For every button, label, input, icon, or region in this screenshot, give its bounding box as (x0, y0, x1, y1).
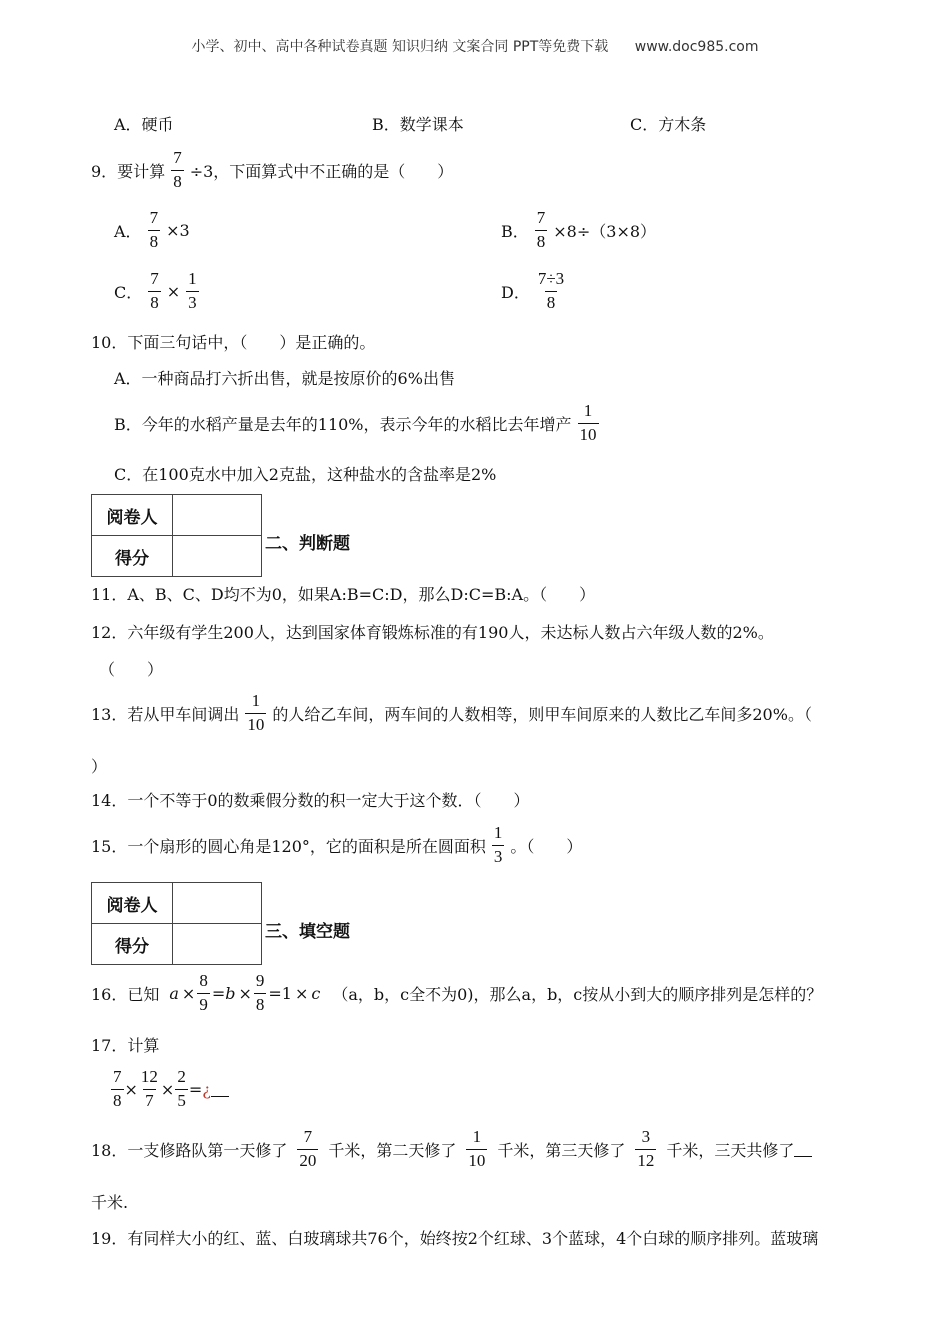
header-text: 小学、初中、高中各种试卷真题 知识归纳 文案合同 PPT等免费下载 (191, 39, 609, 55)
question-9 (91, 149, 453, 191)
q9-b-den: 8 (536, 231, 546, 251)
q9-stem-pre: 9．要计算 (91, 161, 166, 181)
q15-den: 3 (493, 846, 503, 866)
q10-option-c: C．在100克水中加入2克盐，这种盐水的含盐率是2% (114, 465, 497, 484)
q17-f2-den: 7 (145, 1090, 154, 1110)
section-3-title: 三、填空题 (265, 922, 350, 942)
q9-option-a (114, 209, 190, 251)
reviewer-label-2: 阅卷人 (92, 883, 173, 924)
section-2-title: 二、判断题 (265, 534, 350, 554)
q17-f1-num: 7 (113, 1067, 122, 1086)
q10-option-b (114, 402, 605, 444)
q18-f2-num: 1 (472, 1127, 482, 1146)
q16-eq-2: = (268, 983, 282, 1003)
q9-frac-num: 7 (173, 148, 182, 167)
q18-mid-1: 千米，第二天修了 (328, 1140, 457, 1160)
question-13 (91, 692, 812, 734)
q9-stem-post: ÷3，下面算式中不正确的是（ ） (189, 161, 454, 181)
question-16 (91, 972, 822, 1014)
q16-eq-1: = (211, 983, 226, 1003)
q18-f1-num: 7 (303, 1127, 313, 1146)
q17-answer-mark: ¿ (202, 1079, 211, 1099)
q9-b-label: B． (501, 221, 529, 241)
q18-f3-num: 3 (641, 1127, 651, 1146)
q9-d-fraction (536, 270, 566, 312)
q8-option-c: C．方木条 (630, 115, 707, 134)
q9-d-num: 7÷3 (537, 269, 565, 288)
question-12: 12．六年级有学生200人，达到国家体育锻炼标准的有190人，未达标人数占六年级人数的2%。 (91, 623, 774, 642)
q16-pre: 16．已知 (91, 984, 160, 1004)
q10-b-num: 1 (583, 401, 593, 420)
q17-fraction-2 (139, 1068, 160, 1110)
q16-fraction-2 (254, 972, 267, 1014)
score-cell-2[interactable] (173, 924, 262, 965)
q9-c2-num: 1 (188, 269, 197, 288)
q9-a-den: 8 (149, 231, 159, 251)
q16-f2-den: 8 (255, 994, 265, 1014)
q18-pre: 18．一支修路队第一天修了 (91, 1140, 288, 1160)
q16-f1-den: 9 (199, 994, 208, 1014)
q16-one: 1 (281, 983, 292, 1003)
q9-d-den: 8 (546, 292, 556, 312)
score-label: 得分 (92, 536, 173, 577)
question-10: 10．下面三句话中，（ ）是正确的。 (91, 333, 376, 352)
q17-f3-den: 5 (177, 1090, 186, 1110)
q9-d-label: D． (501, 282, 530, 302)
reviewer-cell-2[interactable] (173, 883, 262, 924)
q9-c-op: × (166, 281, 181, 301)
q10-b-fraction (578, 402, 599, 444)
q9-a-num: 7 (149, 208, 159, 227)
q13-den: 10 (247, 714, 265, 734)
q9-a-fraction (148, 209, 161, 251)
q10-b-den: 10 (579, 424, 597, 444)
score-cell[interactable] (173, 536, 262, 577)
question-14: 14．一个不等于0的数乘假分数的积一定大于这个数．（ ） (91, 791, 530, 810)
q15-num: 1 (493, 823, 503, 842)
q15-post: 。（ ） (510, 836, 583, 856)
q9-option-c (114, 270, 205, 312)
q9-c1-den: 8 (150, 292, 159, 312)
q13-pre: 13．若从甲车间调出 (91, 704, 240, 724)
q17-f1-den: 8 (113, 1090, 122, 1110)
q9-option-b (501, 209, 656, 251)
page-header (0, 36, 950, 56)
q9-c-label: C． (114, 282, 143, 302)
score-label-2: 得分 (92, 924, 173, 965)
q13-post: 的人给乙车间，两车间的人数相等，则甲车间原来的人数比乙车间多20%。（ (272, 704, 812, 724)
question-12-blank: （ ） (99, 660, 164, 679)
q10-b-text: B．今年的水稻产量是去年的110%，表示今年的水稻比去年增产 (114, 414, 572, 434)
q9-b-num: 7 (536, 208, 546, 227)
q9-a-label: A． (114, 221, 142, 241)
q16-times-1: × (181, 983, 196, 1003)
q18-fraction-1 (297, 1128, 318, 1170)
score-table-1 (91, 494, 262, 577)
q9-fraction (171, 149, 184, 191)
q17-op-1: × (124, 1079, 138, 1099)
q17-eq: = (188, 1079, 203, 1099)
q16-fraction-1 (197, 972, 210, 1014)
q15-pre: 15．一个扇形的圆心角是120°，它的面积是所在圆面积 (91, 836, 486, 856)
score-table-2 (91, 882, 262, 965)
q13-num: 1 (251, 691, 261, 710)
q9-b-post: ×8÷（3×8） (553, 221, 657, 241)
q18-fraction-3 (635, 1128, 656, 1170)
question-13-close: ） (91, 757, 108, 776)
q9-c-fraction-1 (148, 270, 161, 312)
q16-var-c: c (311, 983, 321, 1003)
question-11: 11．A、B、C、D均不为0，如果A:B=C:D，那么D:C=B:A。（ ） (91, 585, 596, 604)
q8-option-b: B．数学课本 (372, 115, 464, 134)
q18-mid-2: 千米，第三天修了 (497, 1140, 626, 1160)
q9-a-post: ×3 (166, 220, 190, 240)
q18-f1-den: 20 (299, 1150, 317, 1170)
reviewer-label: 阅卷人 (92, 495, 173, 536)
q9-b-fraction (535, 209, 548, 251)
reviewer-cell[interactable] (173, 495, 262, 536)
q15-fraction (492, 824, 505, 866)
q17-fraction-1 (111, 1068, 124, 1110)
q9-c2-den: 3 (188, 292, 197, 312)
q16-f2-num: 9 (255, 971, 265, 990)
q17-f3-num: 2 (177, 1067, 186, 1086)
q10-option-a: A．一种商品打六折出售，就是按原价的6%出售 (114, 369, 455, 388)
q9-c1-num: 7 (150, 269, 159, 288)
q17-fraction-3 (175, 1068, 188, 1110)
q18-fraction-2 (466, 1128, 487, 1170)
q17-f2-num: 12 (140, 1067, 158, 1086)
q17-op-2: × (160, 1079, 175, 1099)
q18-f2-den: 10 (468, 1150, 486, 1170)
question-17: 17．计算 (91, 1036, 160, 1055)
q16-times-2: × (238, 983, 252, 1003)
q13-fraction (245, 692, 266, 734)
q9-frac-den: 8 (173, 171, 182, 191)
q18-answer-blank[interactable] (794, 1142, 812, 1157)
q16-post: （a，b，c全不为0)，那么a，b，c按从小到大的顺序排列是怎样的？ (332, 984, 823, 1004)
question-15 (91, 824, 582, 866)
header-url: www.doc985.com (634, 39, 759, 55)
q8-option-a: A．硬币 (114, 115, 174, 134)
q16-var-b: b (225, 983, 236, 1003)
q17-expression (110, 1068, 229, 1110)
q17-answer-blank[interactable] (211, 1082, 229, 1097)
question-18-unit: 千米. (91, 1193, 129, 1212)
question-19: 19．有同样大小的红、蓝、白玻璃球共76个，始终按2个红球、3个蓝球，4个白球的顺序排列。蓝玻璃 (91, 1229, 819, 1248)
q16-var-a: a (169, 983, 179, 1003)
q9-option-d (501, 270, 572, 312)
q16-f1-num: 8 (199, 971, 208, 990)
q18-f3-den: 12 (637, 1150, 655, 1170)
q18-post: 千米，三天共修了 (666, 1140, 795, 1160)
q16-times-3: × (294, 983, 309, 1003)
question-18 (91, 1128, 812, 1170)
q9-c-fraction-2 (186, 270, 199, 312)
